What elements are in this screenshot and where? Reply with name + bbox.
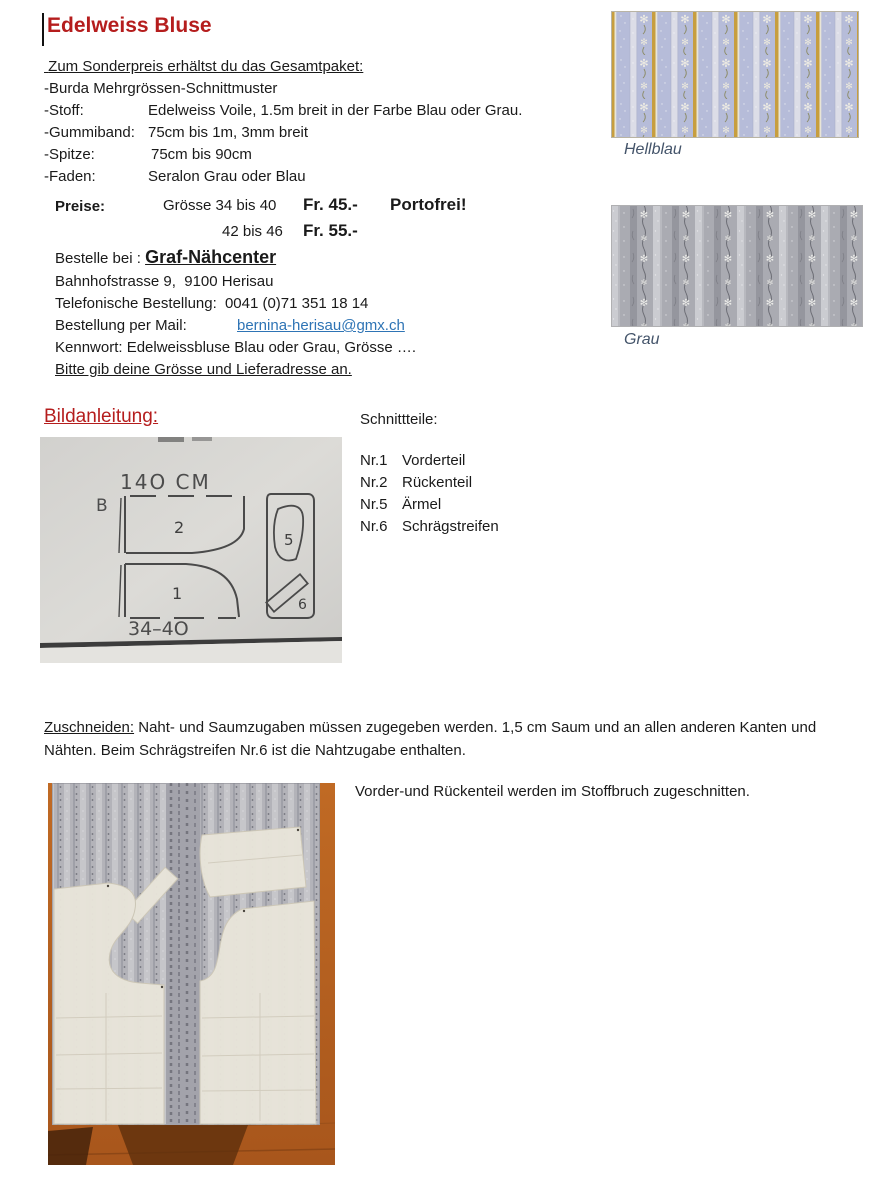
cropped-print-mark <box>158 437 184 442</box>
email-link[interactable]: bernina-herisau@gmx.ch <box>237 317 405 334</box>
package-item-label: -Gummiband: <box>44 124 135 141</box>
cropped-print-mark <box>192 437 212 441</box>
swatch-caption-grau: Grau <box>624 331 660 348</box>
store-address: Bahnhofstrasse 9, 9100 Herisau <box>55 273 274 290</box>
diagram-piece6-label: 6 <box>298 597 307 613</box>
part-list-item <box>360 452 465 469</box>
package-item <box>44 80 277 97</box>
price-size-range: Grösse 34 bis 40 <box>163 197 277 214</box>
page-title: Edelweiss Bluse <box>47 14 212 37</box>
diagram-piece2-label: 2 <box>174 518 185 537</box>
cutting-layout-diagram-image <box>40 437 342 663</box>
part-name: Rückenteil <box>402 474 473 491</box>
package-item-label: -Faden: <box>44 168 96 185</box>
diagram-piece1-label: 1 <box>172 584 183 603</box>
mail-label: Bestellung per Mail: <box>55 317 187 334</box>
part-list-item <box>360 474 472 491</box>
package-item-label: -Stoff: <box>44 102 84 119</box>
zuschneiden-paragraph <box>44 716 859 762</box>
package-item-label: -Spitze: <box>44 146 95 163</box>
package-item-value: 75cm bis 90cm <box>151 146 252 163</box>
part-number: Nr.1 <box>360 452 388 469</box>
phone-label: Telefonische Bestellung: <box>55 295 221 312</box>
package-item-value: 75cm bis 1m, 3mm breit <box>148 124 309 141</box>
price-amount: Fr. 55.- <box>303 221 358 240</box>
price-amount: Fr. 45.- <box>303 195 358 214</box>
part-list-item <box>360 518 499 535</box>
phone-number: 0041 (0)71 351 18 14 <box>224 295 369 312</box>
part-number: Nr.5 <box>360 496 388 513</box>
diagram-size-range-label: 34–4O <box>128 618 189 640</box>
package-item <box>44 146 252 163</box>
part-name: Vorderteil <box>402 452 466 469</box>
diagram-width-label: 14O CM <box>120 470 211 494</box>
zuschneiden-label: Zuschneiden: <box>44 719 135 736</box>
package-item <box>44 102 522 119</box>
part-name: Schrägstreifen <box>402 518 499 535</box>
part-number: Nr.6 <box>360 518 388 535</box>
package-item <box>44 124 308 141</box>
fabric-cutting-photo <box>48 783 335 1165</box>
bestelle-prefix: Bestelle bei : <box>55 250 146 267</box>
price-shipping-note: Portofrei! <box>390 195 467 214</box>
package-item-value: Seralon Grau oder Blau <box>148 168 306 185</box>
fabric-swatch-grau-image <box>611 205 863 327</box>
diagram-view-label: B <box>96 496 108 516</box>
phone-line <box>55 295 368 312</box>
price-size-range: 42 bis 46 <box>222 223 283 240</box>
schnittteile-heading: Schnittteile: <box>360 411 438 428</box>
stoffbruch-note: Vorder-und Rückenteil werden im Stoffbruch zugeschnitten. <box>355 783 750 800</box>
fabric-swatch-hellblau-image <box>611 11 859 138</box>
package-item-label: -Burda Mehrgrössen-Schnittmuster <box>44 80 278 97</box>
package-item-value: Edelweiss Voile, 1.5m breit in der Farbe Blau oder Grau. <box>148 102 523 119</box>
store-name: Graf-Nähcenter <box>145 247 277 267</box>
part-list-item <box>360 496 441 513</box>
intro-heading: Zum Sonderpreis erhältst du das Gesamtpaket: <box>44 58 364 75</box>
package-item <box>44 168 306 185</box>
size-address-note: Bitte gib deine Grösse und Lieferadresse an. <box>55 361 352 378</box>
mail-line <box>55 317 405 334</box>
text-cursor <box>42 13 44 46</box>
zuschneiden-text: Naht- und Saumzugaben müssen zugegeben werden. 1,5 cm Saum und an allen anderen Kanten und Nähten. Beim Schrägstreifen Nr.6 ist die Nahtzugabe enthalten. <box>44 719 821 759</box>
part-name: Ärmel <box>402 496 442 513</box>
kennwort-line: Kennwort: Edelweissbluse Blau oder Grau, Grösse …. <box>55 339 417 356</box>
part-number: Nr.2 <box>360 474 388 491</box>
order-line <box>55 247 276 268</box>
bildanleitung-heading: Bildanleitung: <box>44 406 159 427</box>
diagram-piece5-label: 5 <box>284 531 294 549</box>
swatch-caption-hellblau: Hellblau <box>624 141 682 158</box>
price-label: Preise: <box>55 198 106 215</box>
